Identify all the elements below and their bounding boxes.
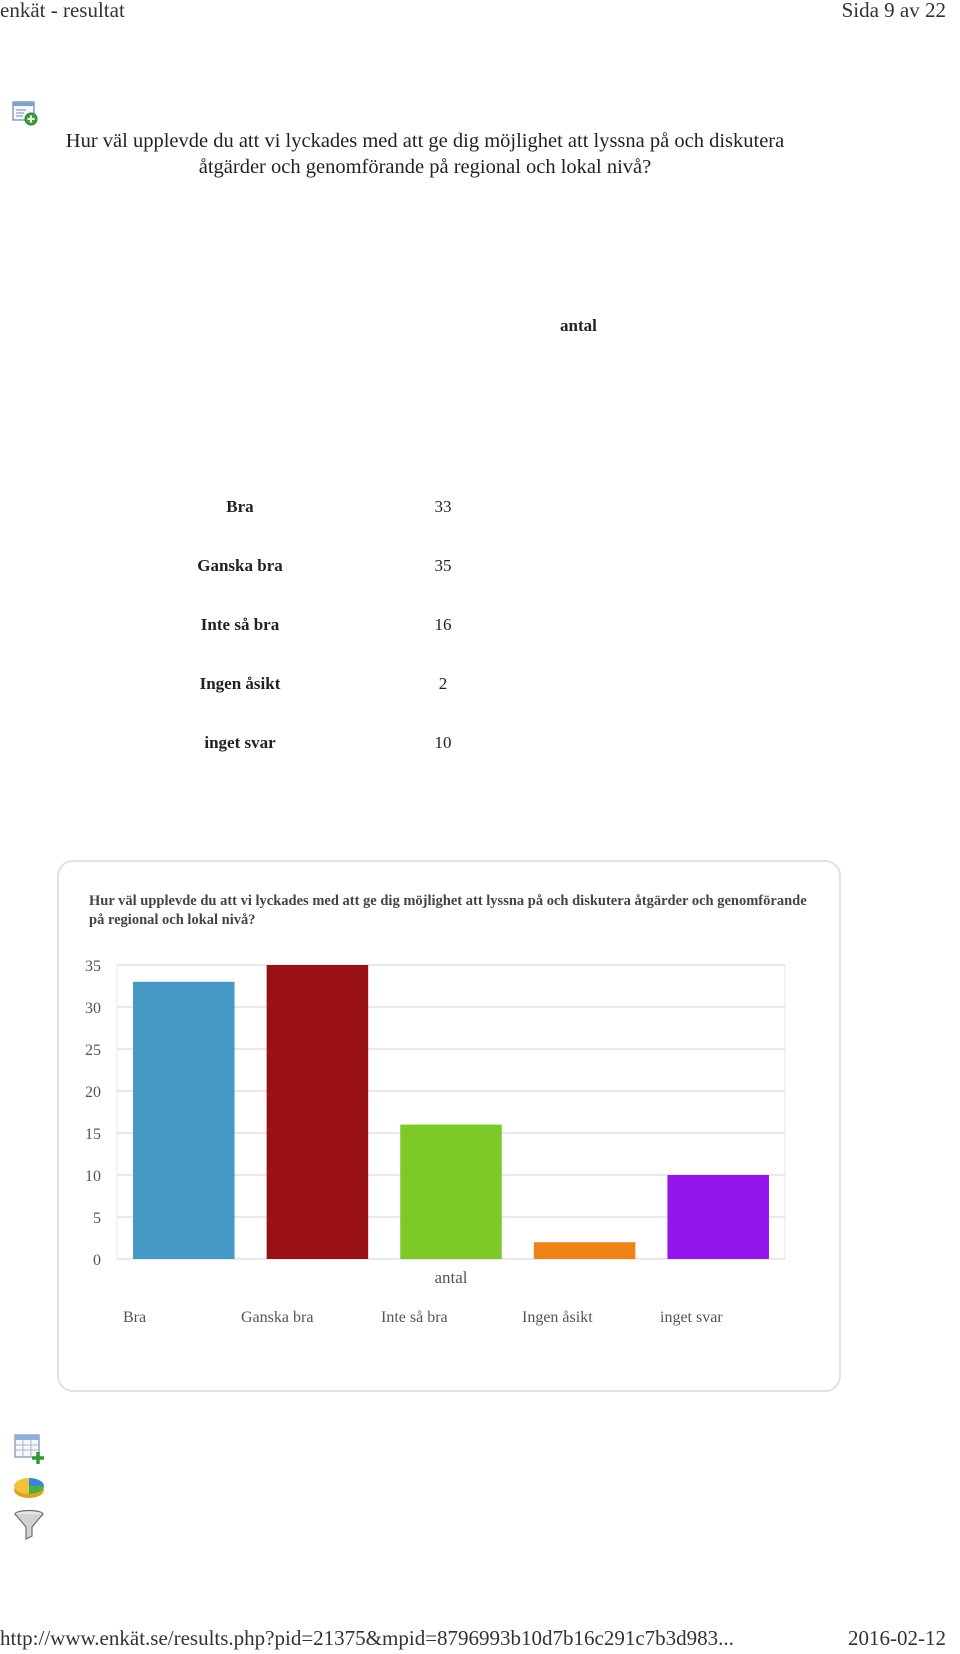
- y-tick-label: 15: [85, 1126, 101, 1143]
- row-value: 16: [434, 615, 452, 634]
- y-tick-label: 30: [85, 1000, 101, 1017]
- table-row: [0, 674, 960, 698]
- filter-icon[interactable]: [12, 1508, 46, 1542]
- report-add-icon[interactable]: [12, 100, 38, 126]
- bar: [667, 1175, 769, 1259]
- page-header-title: enkät - resultat: [0, 0, 125, 22]
- y-tick-label: 25: [85, 1042, 101, 1059]
- row-value: 35: [434, 556, 452, 575]
- legend-item: Inte så bra: [381, 1309, 448, 1326]
- bar: [267, 965, 369, 1259]
- question-heading: Hur väl upplevde du att vi lyckades med att ge dig möjlighet att lyssna på och diskutera åtgärder och genomförande på regional och lokal nivå?: [65, 130, 785, 178]
- row-value: 33: [434, 497, 452, 516]
- table-column-header: antal: [560, 316, 597, 335]
- table-add-icon[interactable]: [12, 1432, 46, 1466]
- row-label: Ganska bra: [197, 556, 283, 575]
- footer-url: http://www.enkät.se/results.php?pid=21375&mpid=8796993b10d7b16c291c7b3d983...: [0, 1626, 734, 1650]
- table-row: [0, 733, 960, 757]
- pie-chart-icon[interactable]: [12, 1470, 46, 1504]
- row-label: Ingen åsikt: [199, 674, 281, 693]
- table-row: [0, 615, 960, 639]
- legend-item: inget svar: [660, 1309, 723, 1326]
- row-value: 2: [438, 674, 448, 693]
- y-tick-label: 5: [93, 1210, 101, 1227]
- row-label: Bra: [226, 497, 254, 516]
- chart-card: [57, 860, 841, 1392]
- y-tick-label: 35: [85, 958, 101, 975]
- legend-item: Ingen åsikt: [522, 1309, 593, 1326]
- bar: [133, 982, 235, 1259]
- bar: [534, 1242, 636, 1259]
- footer-date: 2016-02-12: [848, 1626, 946, 1650]
- table-row: [0, 497, 960, 521]
- y-tick-label: 20: [85, 1084, 101, 1101]
- chart-title: Hur väl upplevde du att vi lyckades med att ge dig möjlighet att lyssna på och diskutera åtgärder och genomförande på regional och lokal nivå?: [89, 893, 807, 928]
- row-value: 10: [434, 733, 452, 752]
- row-label: inget svar: [204, 733, 276, 752]
- legend-item: Ganska bra: [241, 1309, 314, 1326]
- bar-chart: [59, 862, 839, 1390]
- table-row: [0, 556, 960, 580]
- row-label: Inte så bra: [200, 615, 280, 634]
- legend-item: Bra: [123, 1309, 147, 1326]
- bar: [400, 1125, 502, 1259]
- x-axis-label: antal: [434, 1268, 468, 1287]
- y-tick-label: 10: [85, 1168, 101, 1185]
- page-number: Sida 9 av 22: [841, 0, 946, 22]
- y-tick-label: 0: [93, 1252, 101, 1269]
